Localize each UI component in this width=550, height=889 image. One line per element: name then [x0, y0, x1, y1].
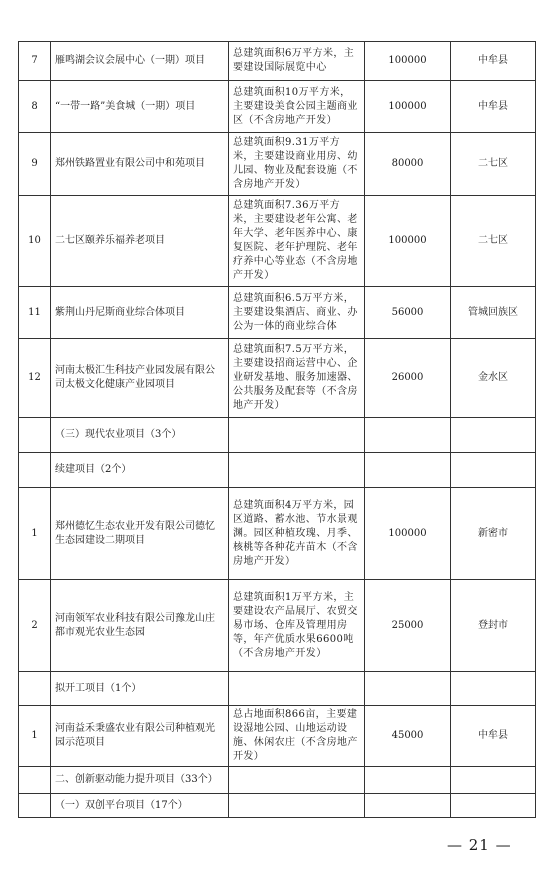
- project-name: 河南领军农业科技有限公司豫龙山庄都市观光农业生态园: [51, 580, 229, 672]
- project-content: 总建筑面积7.36万平方米，主要建设老年公寓、老年大学、老年医养中心、康复医院、老年护理院、老年疗养中心等业态（不含房地产开发）: [229, 196, 365, 287]
- project-location: 中牟县: [451, 42, 536, 81]
- cell-empty: [451, 767, 536, 794]
- project-location: 新密市: [451, 488, 536, 580]
- project-content: 总建筑面积4万平方米，园区道路、蓄水池、节水景观渊。园区种植玫瑰、月季、核桃等各种花卉苗木（不含房地产开发）: [229, 488, 365, 580]
- project-name: “一带一路”美食城（一期）项目: [51, 81, 229, 133]
- project-table: [18, 41, 536, 818]
- row-number: 1: [19, 706, 51, 767]
- section-title: 拟开工项目（1个）: [51, 672, 229, 706]
- table-row: [19, 287, 536, 339]
- investment-value: 100000: [365, 196, 451, 287]
- investment-value: 56000: [365, 287, 451, 339]
- table-row: [19, 42, 536, 81]
- cell-empty: [19, 453, 51, 488]
- section-row: [19, 453, 536, 488]
- investment-value: 45000: [365, 706, 451, 767]
- table-row: [19, 580, 536, 672]
- section-title: （一）双创平台项目（17个）: [51, 794, 229, 818]
- row-number: 9: [19, 133, 51, 196]
- project-location: 二七区: [451, 196, 536, 287]
- project-content: 总建筑面积10万平方米，主要建设美食公园主题商业区（不含房地产开发）: [229, 81, 365, 133]
- cell-empty: [229, 767, 365, 794]
- cell-empty: [365, 767, 451, 794]
- row-number: 2: [19, 580, 51, 672]
- table-row: [19, 196, 536, 287]
- project-content: 总建筑面积1万平方米，主要建设农产品展厅、农贸交易市场、仓库及管理用房等，年产优质水果6600吨（不含房地产开发）: [229, 580, 365, 672]
- cell-empty: [365, 453, 451, 488]
- cell-empty: [19, 794, 51, 818]
- project-location: 中牟县: [451, 706, 536, 767]
- row-number: 1: [19, 488, 51, 580]
- project-name: 紫荆山丹尼斯商业综合体项目: [51, 287, 229, 339]
- page-number: — 21 —: [447, 836, 512, 854]
- project-location: 二七区: [451, 133, 536, 196]
- section-row: [19, 794, 536, 818]
- row-number: 10: [19, 196, 51, 287]
- cell-empty: [229, 672, 365, 706]
- project-content: 总占地面积866亩，主要建设湿地公园、山地运动设施、休闲农庄（不含房地产开发）: [229, 706, 365, 767]
- section-title: 二、创新驱动能力提升项目（33个）: [51, 767, 229, 794]
- row-number: 8: [19, 81, 51, 133]
- investment-value: 25000: [365, 580, 451, 672]
- investment-value: 26000: [365, 339, 451, 418]
- cell-empty: [451, 794, 536, 818]
- investment-value: 80000: [365, 133, 451, 196]
- section-title: （三）现代农业项目（3个）: [51, 418, 229, 453]
- cell-empty: [365, 418, 451, 453]
- cell-empty: [19, 418, 51, 453]
- cell-empty: [451, 418, 536, 453]
- table-row: [19, 706, 536, 767]
- cell-empty: [229, 794, 365, 818]
- section-row: [19, 418, 536, 453]
- section-row: [19, 672, 536, 706]
- table-row: [19, 133, 536, 196]
- project-table-body: [19, 42, 536, 818]
- project-location: 中牟县: [451, 81, 536, 133]
- project-content: 总建筑面积6.5万平方米，主要建设集酒店、商业、办公为一体的商业综合体: [229, 287, 365, 339]
- cell-empty: [451, 453, 536, 488]
- investment-value: 100000: [365, 42, 451, 81]
- investment-value: 100000: [365, 81, 451, 133]
- row-number: 7: [19, 42, 51, 81]
- cell-empty: [451, 672, 536, 706]
- row-number: 12: [19, 339, 51, 418]
- investment-value: 100000: [365, 488, 451, 580]
- cell-empty: [229, 453, 365, 488]
- project-content: 总建筑面积7.5万平方米，主要建设招商运营中心、企业研发基地、服务加速器、公共服务及配套等（不含房地产开发）: [229, 339, 365, 418]
- table-row: [19, 81, 536, 133]
- project-name: 郑州德忆生态农业开发有限公司德忆生态园建设二期项目: [51, 488, 229, 580]
- cell-empty: [19, 672, 51, 706]
- table-row: [19, 488, 536, 580]
- table-row: [19, 339, 536, 418]
- project-name: 河南益禾秉盛农业有限公司种植观光园示范项目: [51, 706, 229, 767]
- project-name: 郑州铁路置业有限公司中和苑项目: [51, 133, 229, 196]
- cell-empty: [365, 794, 451, 818]
- project-name: 雁鸣湖会议会展中心（一期）项目: [51, 42, 229, 81]
- project-content: 总建筑面积6万平方米，主要建设国际展览中心: [229, 42, 365, 81]
- project-name: 河南太极汇生科技产业园发展有限公司太极文化健康产业园项目: [51, 339, 229, 418]
- project-location: 管城回族区: [451, 287, 536, 339]
- section-row: [19, 767, 536, 794]
- project-content: 总建筑面积9.31万平方米，主要建设商业用房、幼儿园、物业及配套设施（不含房地产开发）: [229, 133, 365, 196]
- project-location: 金水区: [451, 339, 536, 418]
- project-name: 二七区颐养乐福养老项目: [51, 196, 229, 287]
- cell-empty: [19, 767, 51, 794]
- row-number: 11: [19, 287, 51, 339]
- section-title: 续建项目（2个）: [51, 453, 229, 488]
- cell-empty: [365, 672, 451, 706]
- cell-empty: [229, 418, 365, 453]
- project-location: 登封市: [451, 580, 536, 672]
